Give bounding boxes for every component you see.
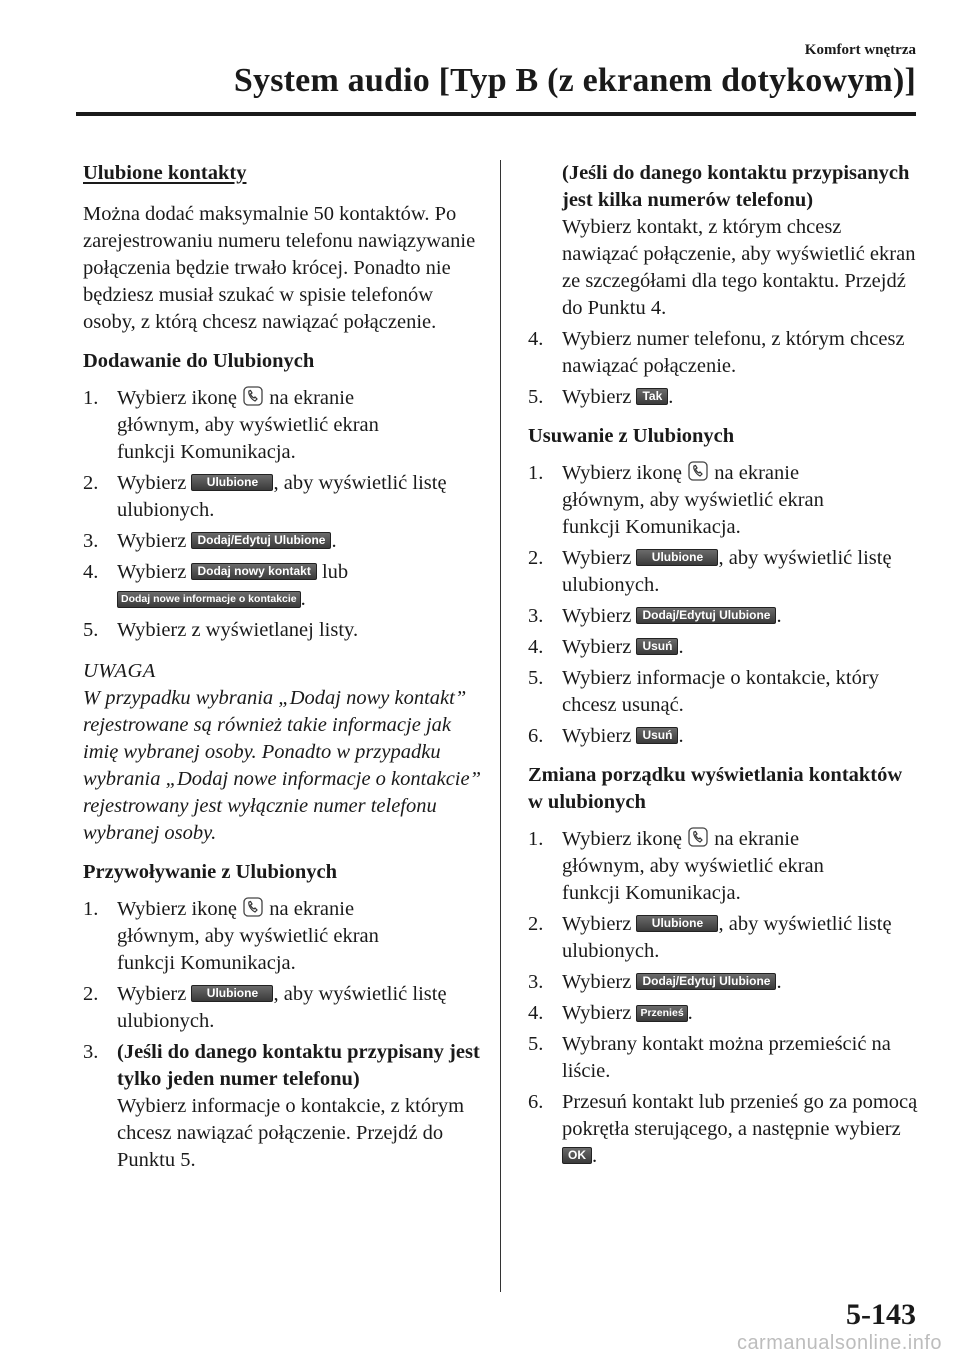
step-number: 1. — [528, 462, 544, 484]
step-number: 6. — [528, 725, 544, 747]
list-item: 6. Przesuń kontakt lub przenieś go za pomocą pokrętła sterującego, a następnie wybierz OK . — [528, 1091, 918, 1167]
step-number: 2. — [528, 547, 544, 569]
step-number: 4. — [528, 328, 544, 350]
list-item: 5. Wybrany kontakt można przemieścić na liście. — [528, 1033, 891, 1082]
step-number: 1. — [83, 387, 99, 409]
page-number: 5-143 — [846, 1298, 916, 1331]
order-steps-list — [528, 826, 920, 1170]
heading-delete-favorites: Usuwanie z Ulubionych — [528, 425, 735, 447]
recall-step3-condition: (Jeśli do danego kontaktu przypisany jest tylko jeden numer telefonu) — [117, 1041, 480, 1090]
ulubione-button[interactable]: Ulubione — [191, 474, 273, 491]
list-item: 5. Wybierz Tak . — [528, 384, 920, 411]
add-steps-list — [83, 385, 483, 644]
intro-paragraph: Można dodać maksymalnie 50 kontaktów. Po zarejestrowaniu numeru telefonu nawiązywanie połączenia będzie trwało krócej. Ponadto nie będziesz musiał szukać w spisie telefonów osoby, z którą chcesz nawiązać połączenie. — [83, 203, 476, 333]
step-number: 2. — [83, 983, 99, 1005]
list-item — [83, 1039, 483, 1174]
phone-icon — [688, 827, 708, 847]
step-number: 3. — [83, 1041, 99, 1063]
step-number: 3. — [528, 605, 544, 627]
step-number: 1. — [528, 828, 544, 850]
phone-icon — [243, 386, 263, 406]
add-edit-favorites-button[interactable]: Dodaj/Edytuj Ulubione — [191, 532, 331, 549]
step-number: 5. — [528, 386, 544, 408]
list-item: 2. Wybierz Ulubione , aby wyświetlić listę ulubionych. — [83, 472, 447, 521]
step-number: 3. — [528, 971, 544, 993]
recall-step3-condition-multi: (Jeśli do danego kontaktu przypisanych jest kilka numerów telefonu) — [562, 162, 910, 211]
step-number: 2. — [83, 472, 99, 494]
list-item: 6. Wybierz Usuń . — [528, 723, 920, 750]
list-item: 3. Wybierz Dodaj/Edytuj Ulubione . — [528, 969, 920, 996]
list-item: 2. Wybierz Ulubione , aby wyświetlić listę ulubionych. — [83, 983, 447, 1032]
list-item: 4. Wybierz Dodaj nowy kontakt lub Dodaj nowe informacje o kontakcie . — [83, 561, 349, 610]
step-number: 4. — [528, 1002, 544, 1024]
note-text: W przypadku wybrania „Dodaj nowy kontakt” rejestrowane są również takie informacje jak imię wybranej osoby. Ponadto w przypadku wybrania „Dodaj nowe informacje o kontakcie” rejestrowany jest wyłącznie numer telefonu wybranej osoby. — [83, 687, 481, 844]
list-item: 4. Wybierz Przenieś . — [528, 1000, 920, 1027]
heading-favorite-contacts: Ulubione kontakty — [83, 162, 247, 184]
list-item: 1. Wybierz ikonę na ekranie głównym, aby wyświetlić ekran funkcji Komunikacja. — [83, 387, 379, 463]
page-title: System audio [Typ B (z ekranem dotykowym)] — [233, 62, 916, 99]
right-column — [528, 160, 920, 1176]
step-number: 5. — [83, 619, 99, 641]
phone-icon — [243, 897, 263, 917]
phone-icon — [688, 461, 708, 481]
step-number: 2. — [528, 913, 544, 935]
recall-step3-text-multi: Wybierz kontakt, z którym chcesz nawiązać połączenie, aby wyświetlić ekran ze szczegółami dla tego kontaktu. Przejdź do Punktu 4. — [562, 216, 916, 319]
step-number: 1. — [83, 898, 99, 920]
add-edit-favorites-button[interactable]: Dodaj/Edytuj Ulubione — [636, 607, 776, 624]
heading-recall-favorites: Przywoływanie z Ulubionych — [83, 861, 337, 883]
heading-add-favorites: Dodawanie do Ulubionych — [83, 350, 315, 372]
recall-steps-list — [83, 896, 483, 1174]
ulubione-button[interactable]: Ulubione — [636, 549, 718, 566]
step-number: 3. — [83, 530, 99, 552]
step-number: 4. — [528, 636, 544, 658]
add-new-contact-info-button[interactable]: Dodaj nowe informacje o kontakcie — [117, 591, 301, 608]
list-item — [528, 160, 920, 322]
usun-button[interactable]: Usuń — [636, 727, 678, 744]
list-item: 5. Wybierz z wyświetlanej listy. — [83, 617, 483, 644]
step-number: 4. — [83, 561, 99, 583]
przenies-button[interactable]: Przenieś — [636, 1005, 687, 1022]
ok-button[interactable]: OK — [562, 1147, 592, 1164]
recall-step3-text: Wybierz informacje o kontakcie, z którym chcesz nawiązać połączenie. Przejdź do Punktu 5. — [117, 1095, 465, 1171]
note-title: UWAGA — [83, 660, 156, 682]
list-item: 3. Wybierz Dodaj/Edytuj Ulubione . — [528, 603, 920, 630]
left-column — [83, 160, 483, 1180]
list-item: 4. Wybierz Usuń . — [528, 634, 920, 661]
recall-steps-continued — [528, 160, 920, 411]
ulubione-button[interactable]: Ulubione — [636, 915, 718, 932]
list-item: 1. Wybierz ikonę na ekranie głównym, aby wyświetlić ekran funkcji Komunikacja. — [528, 462, 824, 538]
list-item: 5. Wybierz informacje o kontakcie, który chcesz usunąć. — [528, 667, 879, 716]
list-item: 2. Wybierz Ulubione , aby wyświetlić listę ulubionych. — [528, 547, 892, 596]
header-rule — [76, 112, 916, 116]
step-number: 5. — [528, 1033, 544, 1055]
add-new-contact-button[interactable]: Dodaj nowy kontakt — [191, 563, 316, 580]
step-number: 5. — [528, 667, 544, 689]
list-item: 3. Wybierz Dodaj/Edytuj Ulubione . — [83, 528, 483, 555]
list-item: 2. Wybierz Ulubione , aby wyświetlić listę ulubionych. — [528, 913, 892, 962]
tak-button[interactable]: Tak — [636, 388, 668, 405]
watermark: carmanualsonline.info — [736, 1332, 942, 1354]
delete-steps-list — [528, 460, 920, 750]
heading-change-order: Zmiana porządku wyświetlania kontaktów w ulubionych — [528, 764, 903, 813]
list-item: 1. Wybierz ikonę na ekranie głównym, aby wyświetlić ekran funkcji Komunikacja. — [83, 898, 379, 974]
list-item: 1. Wybierz ikonę na ekranie głównym, aby wyświetlić ekran funkcji Komunikacja. — [528, 828, 824, 904]
step-number: 6. — [528, 1091, 544, 1113]
section-label: Komfort wnętrza — [804, 42, 916, 58]
list-item: 4. Wybierz numer telefonu, z którym chcesz nawiązać połączenie. — [528, 328, 905, 377]
usun-button[interactable]: Usuń — [636, 638, 678, 655]
ulubione-button[interactable]: Ulubione — [191, 985, 273, 1002]
add-edit-favorites-button[interactable]: Dodaj/Edytuj Ulubione — [636, 973, 776, 990]
column-divider — [500, 160, 501, 1292]
